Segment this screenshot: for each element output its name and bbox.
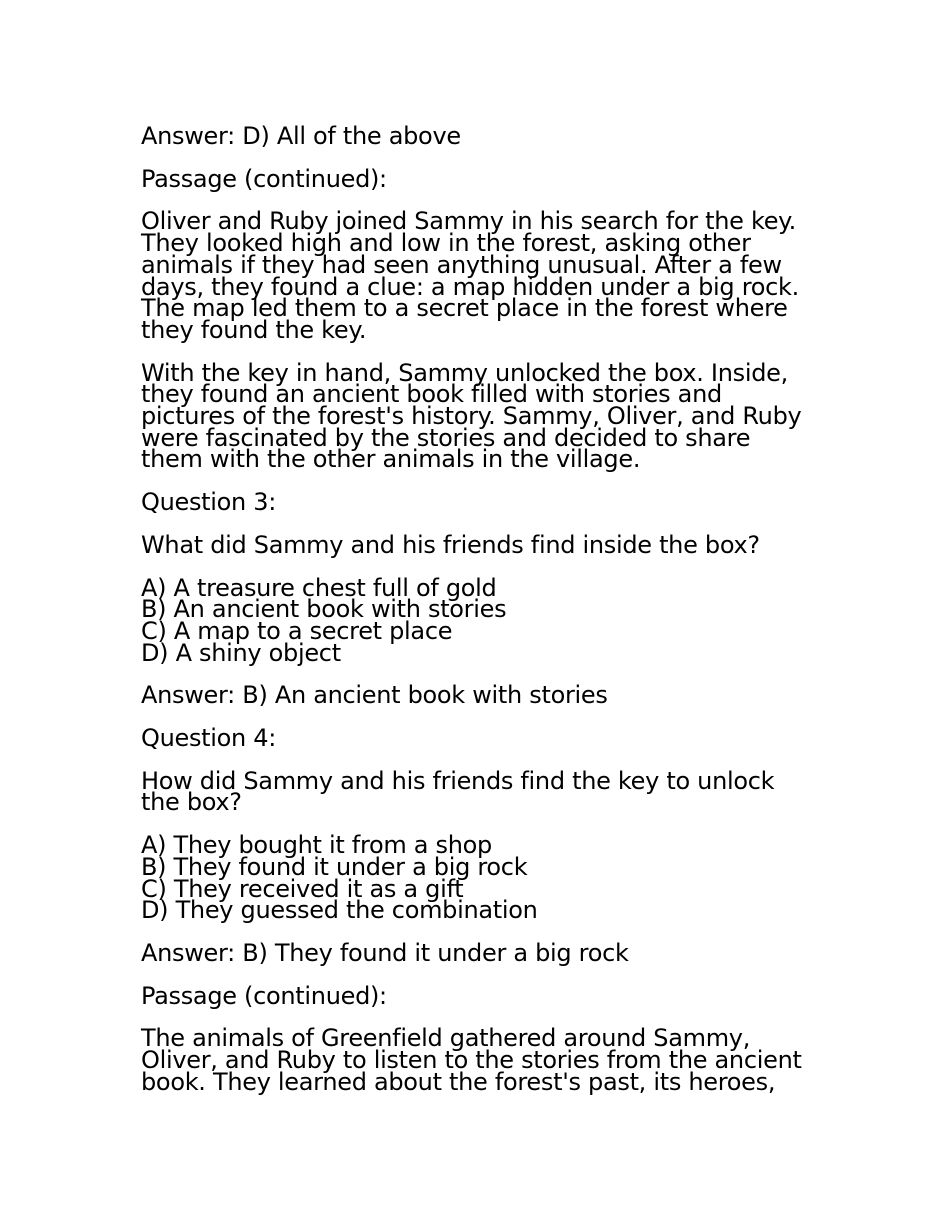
question-heading: Question 4:: [141, 724, 277, 753]
passage-paragraph: With the key in hand, Sammy unlocked the box. Inside, they found an ancient book filled with stories and pictures of the forest's history. Sammy, Oliver, and Ruby were fascinated by the stories and decided to share them with the other animals in the village.: [141, 358, 802, 474]
option-c: C) A map to a secret place: [141, 616, 453, 645]
answer-line: Answer: B) An ancient book with stories: [141, 681, 608, 710]
option-b: B) They found it under a big rock: [141, 852, 528, 881]
passage-heading: Passage (continued):: [141, 164, 387, 193]
passage-paragraph: Oliver and Ruby joined Sammy in his search for the key. They looked high and low in the forest, asking other animals if they had seen anything unusual. After a few days, they found a clue: a map hidden under a big rock. The map led them to a secret place in the forest where they found the key.: [141, 207, 799, 344]
answer-line: Answer: B) They found it under a big rock: [141, 938, 629, 967]
option-a: A) They bought it from a shop: [141, 831, 492, 860]
document-page: [141, 122, 821, 1115]
option-d: D) A shiny object: [141, 638, 341, 667]
option-a: A) A treasure chest full of gold: [141, 573, 497, 602]
option-d: D) They guessed the combination: [141, 896, 538, 925]
passage-heading: Passage (continued):: [141, 981, 387, 1010]
question-heading: Question 3:: [141, 488, 277, 517]
answer-line: Answer: D) All of the above: [141, 122, 461, 150]
answer-options: [141, 831, 821, 925]
question-text: What did Sammy and his friends find inside the box?: [141, 530, 760, 559]
option-c: C) They received it as a gift: [141, 874, 464, 903]
answer-options: [141, 573, 821, 667]
passage-paragraph: The animals of Greenfield gathered around Sammy, Oliver, and Ruby to listen to the stories from the ancient book. They learned about the forest's past, its heroes,: [141, 1024, 802, 1096]
option-b: B) An ancient book with stories: [141, 595, 507, 624]
question-text: How did Sammy and his friends find the key to unlock the box?: [141, 766, 775, 817]
